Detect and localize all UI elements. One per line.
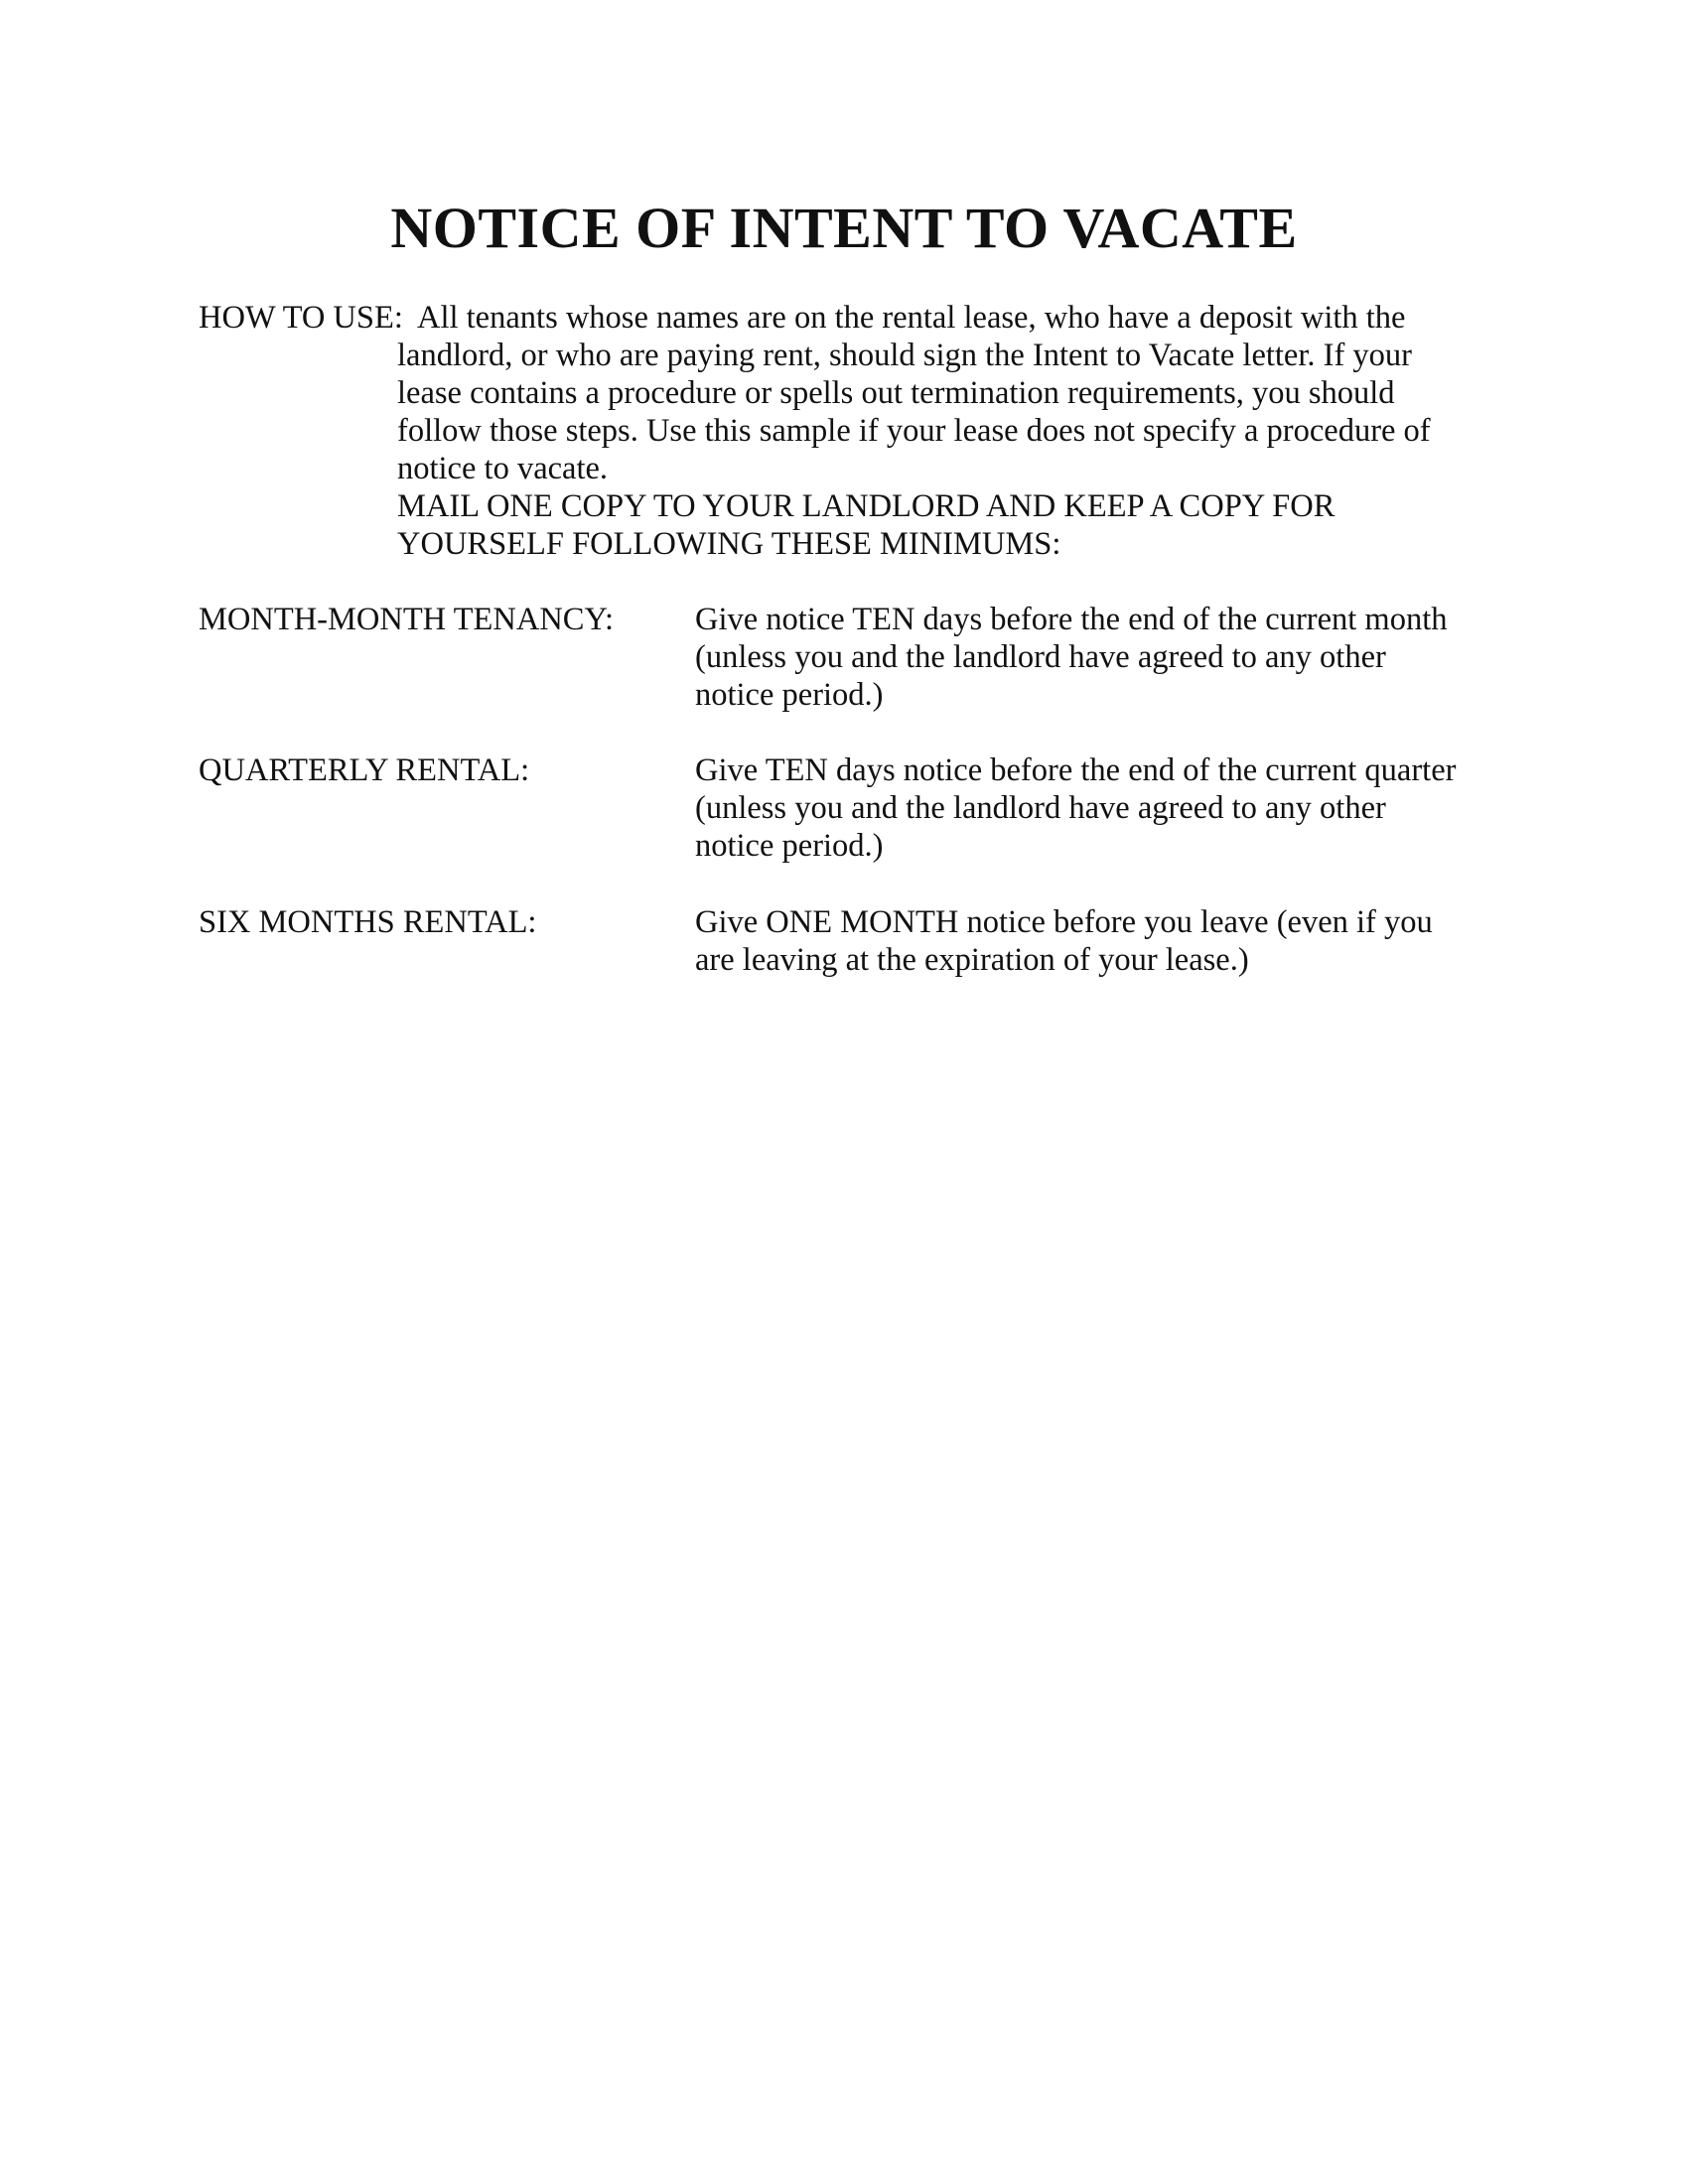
rule-description — [695, 601, 1447, 714]
rule-description — [695, 903, 1433, 979]
rule-description — [695, 751, 1456, 865]
how-to-use-line: notice to vacate. — [397, 451, 609, 486]
rule-label: SIX MONTHS RENTAL: — [199, 904, 537, 940]
rule-label: QUARTERLY RENTAL: — [199, 752, 530, 788]
rule-label: MONTH-MONTH TENANCY: — [199, 602, 614, 637]
rule-line: notice period.) — [695, 677, 884, 713]
how-to-use-line: landlord, or who are paying rent, should sign the Intent to Vacate letter. If your — [397, 338, 1412, 373]
rule-line: (unless you and the landlord have agreed to any other — [695, 639, 1386, 675]
mail-instruction-line: MAIL ONE COPY TO YOUR LANDLORD AND KEEP A COPY FOR — [397, 488, 1336, 524]
how-to-use-label: HOW TO USE: — [199, 300, 403, 336]
how-to-use-line: follow those steps. Use this sample if your lease does not specify a procedure of — [397, 413, 1431, 449]
rule-line: Give notice TEN days before the end of the current month — [695, 602, 1448, 637]
rule-line: Give TEN days notice before the end of the current quarter — [695, 752, 1457, 788]
document-title: NOTICE OF INTENT TO VACATE — [390, 196, 1298, 260]
rule-line: Give ONE MONTH notice before you leave (even if you — [695, 904, 1433, 940]
rule-line: (unless you and the landlord have agreed to any other — [695, 790, 1386, 826]
mail-instruction-line: YOURSELF FOLLOWING THESE MINIMUMS: — [397, 526, 1061, 562]
rule-line: notice period.) — [695, 828, 884, 864]
how-to-use-line: All tenants whose names are on the rental lease, who have a deposit with the — [417, 300, 1406, 336]
how-to-use-line: lease contains a procedure or spells out termination requirements, you should — [397, 375, 1395, 411]
rule-line: are leaving at the expiration of your lease.) — [695, 942, 1249, 978]
